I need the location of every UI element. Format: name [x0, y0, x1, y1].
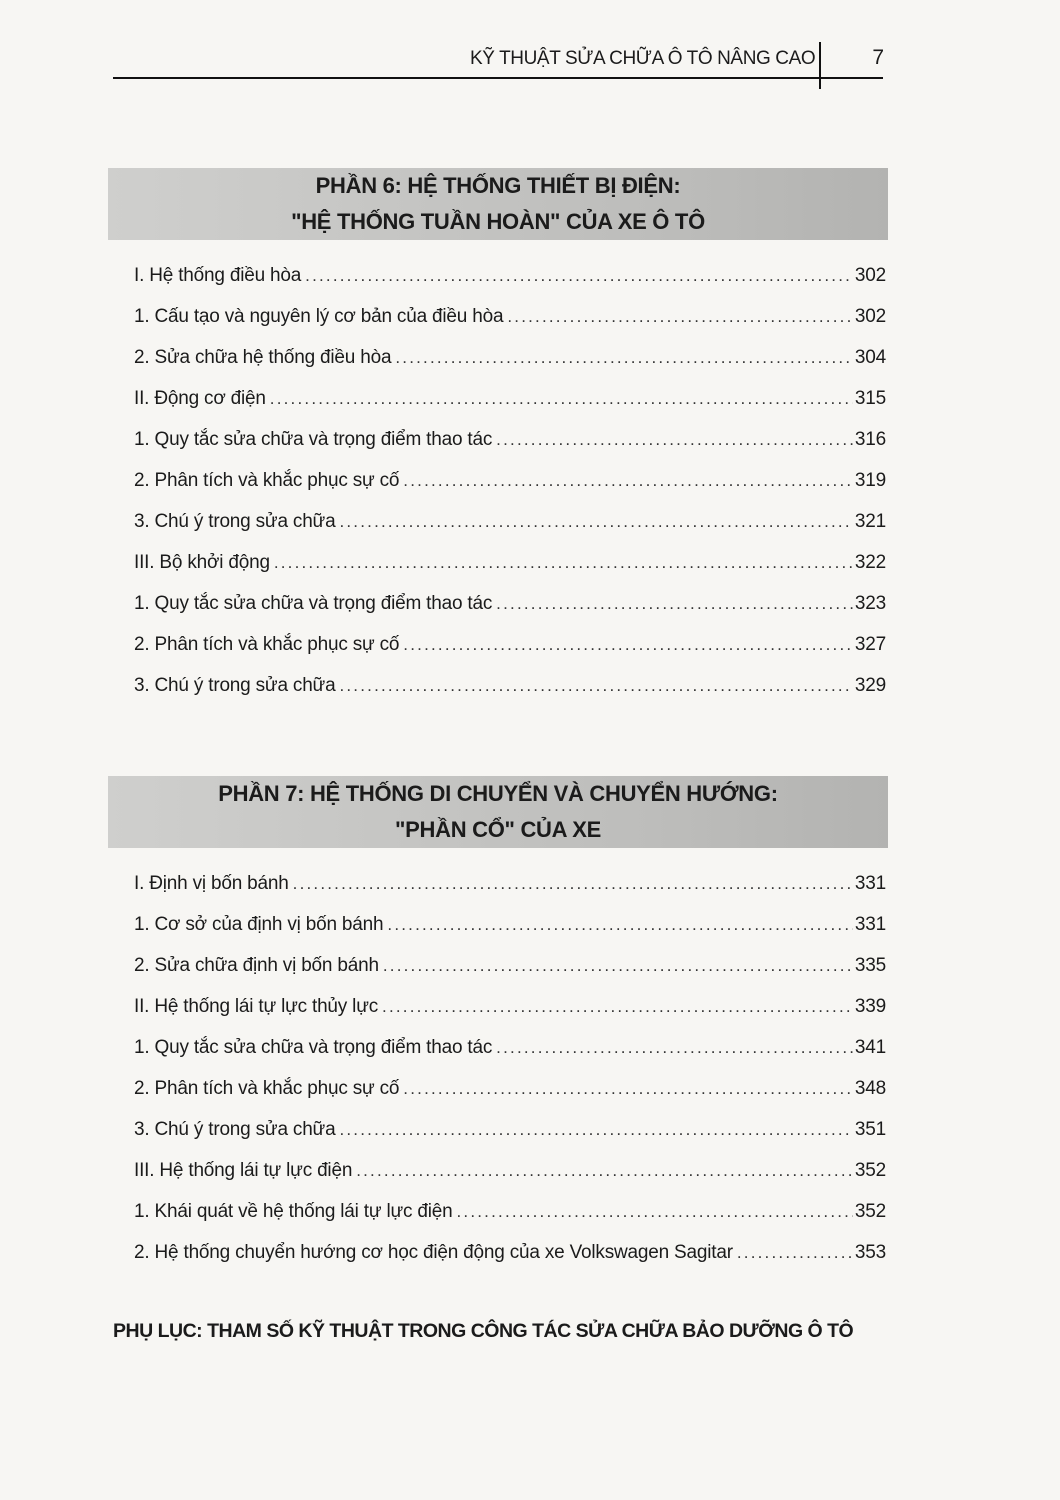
toc-entry-title: 1. Quy tắc sửa chữa và trọng điểm thao tác [134, 593, 493, 614]
toc-entry[interactable] [134, 1201, 886, 1242]
toc-entry-page: 339 [854, 996, 886, 1017]
part6-title-line2: "HỆ THỐNG TUẦN HOÀN" CỦA XE Ô TÔ [291, 209, 705, 234]
toc-entry[interactable] [134, 634, 886, 675]
toc-entry-page: 315 [854, 388, 886, 409]
toc-entry-page: 351 [854, 1119, 886, 1140]
page-number: 7 [872, 46, 884, 69]
toc-entry-title: 3. Chú ý trong sửa chữa [134, 1119, 336, 1140]
toc-entry[interactable] [134, 347, 886, 388]
toc-entry-title: III. Hệ thống lái tự lực điện [134, 1160, 353, 1181]
toc-entry[interactable] [134, 1242, 886, 1283]
toc-entry[interactable] [134, 996, 886, 1037]
dot-leader [387, 915, 853, 935]
toc-entry-page: 327 [854, 634, 886, 655]
toc-entry-title: I. Định vị bốn bánh [134, 873, 289, 894]
dot-leader [293, 874, 853, 894]
toc-entry[interactable] [134, 429, 886, 470]
toc-entry-title: 3. Chú ý trong sửa chữa [134, 675, 336, 696]
toc-entry[interactable] [134, 388, 886, 429]
dot-leader [339, 1120, 852, 1140]
toc-entry-page: 341 [854, 1037, 886, 1058]
toc-entry-page: 331 [854, 873, 886, 894]
dot-leader [456, 1202, 852, 1222]
toc-entry[interactable] [134, 1119, 886, 1160]
dot-leader [382, 997, 853, 1017]
toc-entry-title: 2. Phân tích và khắc phục sự cố [134, 1078, 400, 1099]
toc-entry-title: II. Động cơ điện [134, 388, 266, 409]
toc-entry[interactable] [134, 914, 886, 955]
part6-toc-list [134, 265, 886, 716]
toc-entry-page: 322 [854, 552, 886, 573]
dot-leader [356, 1161, 853, 1181]
toc-entry-page: 323 [854, 593, 886, 614]
toc-entry[interactable] [134, 1160, 886, 1201]
dot-leader [383, 956, 853, 976]
toc-entry-page: 329 [854, 675, 886, 696]
toc-entry-page: 331 [854, 914, 886, 935]
toc-entry-title: 3. Chú ý trong sửa chữa [134, 511, 336, 532]
toc-entry-page: 321 [854, 511, 886, 532]
toc-entry-title: 2. Phân tích và khắc phục sự cố [134, 470, 400, 491]
dot-leader [403, 1079, 853, 1099]
toc-entry-page: 348 [854, 1078, 886, 1099]
toc-entry-page: 316 [854, 429, 886, 450]
toc-entry-page: 352 [854, 1160, 886, 1181]
toc-entry[interactable] [134, 955, 886, 996]
dot-leader [737, 1243, 853, 1263]
dot-leader [496, 430, 853, 450]
toc-entry[interactable] [134, 265, 886, 306]
toc-entry-title: 2. Sửa chữa hệ thống điều hòa [134, 347, 392, 368]
dot-leader [339, 676, 852, 696]
part7-heading-banner [108, 776, 888, 848]
dot-leader [305, 266, 853, 286]
toc-entry-title: 1. Cơ sở của định vị bốn bánh [134, 914, 384, 935]
toc-entry-title: III. Bộ khởi động [134, 552, 270, 573]
toc-entry-title: 1. Khái quát về hệ thống lái tự lực điện [134, 1201, 453, 1222]
header-divider [819, 42, 821, 89]
dot-leader [496, 594, 853, 614]
dot-leader [395, 348, 853, 368]
part7-toc-list [134, 873, 886, 1283]
running-header-title: KỸ THUẬT SỬA CHỮA Ô TÔ NÂNG CAO [470, 48, 816, 69]
toc-entry[interactable] [134, 873, 886, 914]
toc-entry-title: 1. Quy tắc sửa chữa và trọng điểm thao tác [134, 429, 493, 450]
appendix-heading[interactable]: PHỤ LỤC: THAM SỐ KỸ THUẬT TRONG CÔNG TÁC SỬA CHỮA BẢO DƯỠNG Ô TÔ [113, 1320, 854, 1342]
toc-entry[interactable] [134, 306, 886, 347]
header-rule [113, 77, 883, 79]
toc-entry-title: 1. Quy tắc sửa chữa và trọng điểm thao tác [134, 1037, 493, 1058]
toc-entry[interactable] [134, 552, 886, 593]
part6-title-line1: PHẦN 6: HỆ THỐNG THIẾT BỊ ĐIỆN: [315, 173, 681, 198]
toc-entry-title: 2. Sửa chữa định vị bốn bánh [134, 955, 379, 976]
toc-entry-page: 319 [854, 470, 886, 491]
toc-entry[interactable] [134, 511, 886, 552]
dot-leader [403, 635, 853, 655]
dot-leader [274, 553, 853, 573]
toc-entry-title: 2. Phân tích và khắc phục sự cố [134, 634, 400, 655]
toc-entry-title: II. Hệ thống lái tự lực thủy lực [134, 996, 379, 1017]
dot-leader [496, 1038, 853, 1058]
toc-entry-page: 302 [854, 306, 886, 327]
dot-leader [507, 307, 853, 327]
toc-entry-page: 302 [854, 265, 886, 286]
toc-entry[interactable] [134, 593, 886, 634]
toc-entry[interactable] [134, 675, 886, 716]
toc-entry-page: 304 [854, 347, 886, 368]
toc-entry-page: 352 [854, 1201, 886, 1222]
toc-entry[interactable] [134, 470, 886, 511]
part7-title-line2: "PHẦN CỔ" CỦA XE [395, 817, 601, 842]
toc-entry-page: 353 [854, 1242, 886, 1263]
toc-entry-title: I. Hệ thống điều hòa [134, 265, 302, 286]
dot-leader [270, 389, 853, 409]
toc-entry-page: 335 [854, 955, 886, 976]
toc-entry-title: 2. Hệ thống chuyển hướng cơ học điện động của xe Volkswagen Sagitar [134, 1242, 733, 1263]
toc-entry-title: 1. Cấu tạo và nguyên lý cơ bản của điều hòa [134, 306, 504, 327]
toc-entry[interactable] [134, 1037, 886, 1078]
dot-leader [339, 512, 852, 532]
dot-leader [403, 471, 853, 491]
part6-heading-banner [108, 168, 888, 240]
part7-title-line1: PHẦN 7: HỆ THỐNG DI CHUYỂN VÀ CHUYỂN HƯỚNG: [218, 781, 778, 806]
toc-entry[interactable] [134, 1078, 886, 1119]
